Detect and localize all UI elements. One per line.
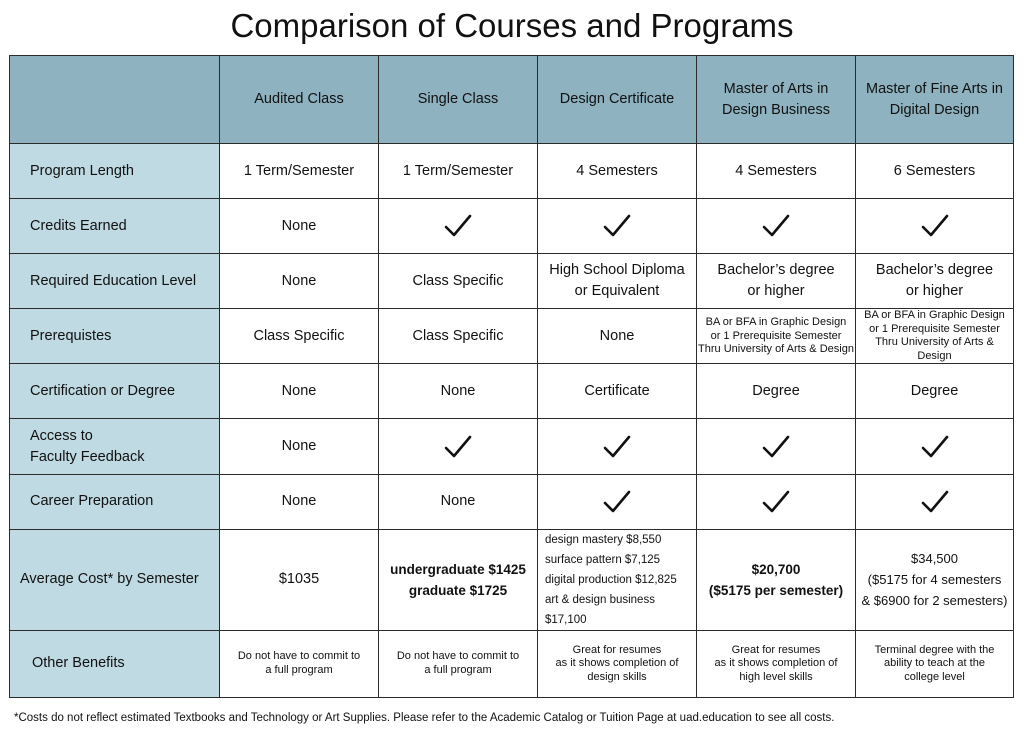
cell-text-line: high level skills <box>739 670 813 683</box>
cell-text-line: Do not have to commit to <box>396 650 520 663</box>
cell-text-line: Class Specific <box>412 327 504 344</box>
table-cell <box>220 254 379 309</box>
table-cell <box>220 474 379 529</box>
row-label <box>10 144 220 199</box>
cell-text-line: None <box>440 493 476 510</box>
table-cell <box>220 144 379 199</box>
checkmark-icon <box>920 489 950 515</box>
cell-text-line: undergraduate $1425 <box>390 561 526 577</box>
table-row-career-prep <box>10 474 1014 529</box>
row-label <box>10 419 220 474</box>
cell-text-line: college level <box>904 670 965 683</box>
table-cell <box>220 630 379 697</box>
checkmark-icon <box>443 434 473 460</box>
cell-text-line: art & design business $17,100 <box>545 593 655 626</box>
table-row-faculty-feedback <box>10 419 1014 474</box>
table-cell <box>220 364 379 419</box>
column-header <box>220 56 379 144</box>
cell-text-line: Class Specific <box>412 272 504 289</box>
table-cell <box>220 309 379 364</box>
table-cell <box>697 199 856 254</box>
cell-text-line: as it shows completion of <box>555 657 679 670</box>
table-row-average-cost <box>10 529 1014 630</box>
cell-text-line: & $6900 for 2 semesters) <box>861 593 1008 609</box>
table-cell <box>697 419 856 474</box>
cell-text-line: None <box>281 217 317 234</box>
cell-text-line: Audited Class <box>254 91 344 107</box>
cell-text-line: Other Benefits <box>32 655 125 672</box>
cell-text-line: Do not have to commit to <box>237 650 361 663</box>
cell-text-line: a full program <box>424 663 492 676</box>
row-label <box>10 199 220 254</box>
cell-text-line: Access to <box>30 427 93 444</box>
table-cell <box>538 254 697 309</box>
table-cell <box>856 144 1014 199</box>
checkmark-icon <box>761 489 791 515</box>
cell-text-line: Thru University of Arts & Design <box>875 336 994 362</box>
table-cell <box>697 309 856 364</box>
column-header <box>379 56 538 144</box>
table-cell <box>379 309 538 364</box>
table-cell <box>538 419 697 474</box>
cell-text-line: None <box>281 438 317 455</box>
cell-text-line: Bachelor’s degree <box>717 262 835 279</box>
table-cell <box>697 529 856 630</box>
table-cell <box>220 199 379 254</box>
cell-text-line: Degree <box>910 382 959 399</box>
table-cell <box>538 474 697 529</box>
table-cell <box>379 419 538 474</box>
table-cell <box>220 529 379 630</box>
cell-text-line: Prerequistes <box>30 327 112 344</box>
comparison-table <box>9 55 1014 698</box>
cell-text-line: None <box>599 327 635 344</box>
table-cell <box>856 254 1014 309</box>
table-cell <box>220 419 379 474</box>
table-row-credits-earned <box>10 199 1014 254</box>
cell-text-line: Career Preparation <box>30 493 154 510</box>
cell-text-line: Digital Design <box>889 101 980 118</box>
cell-text-line: High School Diploma <box>549 262 685 279</box>
column-header <box>538 56 697 144</box>
column-header <box>697 56 856 144</box>
cell-text-line: Design Business <box>722 101 830 118</box>
checkmark-icon <box>443 213 473 239</box>
table-cell <box>697 144 856 199</box>
table-cell <box>538 199 697 254</box>
cell-text-line: Great for resumes <box>572 643 662 656</box>
cell-text-line: Certification or Degree <box>30 382 176 399</box>
cell-text-line: graduate $1725 <box>408 582 508 598</box>
table-row-prerequisites <box>10 309 1014 364</box>
checkmark-icon <box>920 213 950 239</box>
table-cell <box>856 364 1014 419</box>
table-cell <box>538 364 697 419</box>
table-cell <box>856 309 1014 364</box>
checkmark-icon <box>920 434 950 460</box>
cell-text-line: Average Cost* by Semester <box>20 571 199 588</box>
cell-text-line: None <box>440 382 476 399</box>
cell-text-line: design mastery $8,550 <box>545 533 662 546</box>
cell-text-line: Required Education Level <box>30 272 197 289</box>
cell-text-line: ($5175 for 4 semesters <box>867 572 1002 588</box>
cell-text-line: BA or BFA in Graphic Design <box>864 309 1005 322</box>
cell-text-line: ($5175 per semester) <box>708 582 844 598</box>
cell-text-line: Thru University of Arts & Design <box>698 343 854 356</box>
table-cell <box>697 364 856 419</box>
row-label <box>10 254 220 309</box>
table-cell <box>856 199 1014 254</box>
cell-text-line: Program Length <box>30 162 134 179</box>
footnote: *Costs do not reflect estimated Textbooks and Technology or Art Supplies. Please refer to the Academic Catalog or Tuition Page at uad.education to see all costs. <box>14 712 835 724</box>
table-cell <box>379 144 538 199</box>
cell-text-line: digital production $12,825 <box>545 573 677 586</box>
cell-text-line: $20,700 <box>751 561 801 577</box>
cell-text-line: Faculty Feedback <box>30 448 145 465</box>
cell-text-line: 1 Term/Semester <box>402 162 514 179</box>
cell-text-line: Bachelor’s degree <box>875 262 994 279</box>
cell-text-line: Master of Arts in <box>723 80 829 97</box>
table-cell <box>856 529 1014 630</box>
table-cell <box>538 144 697 199</box>
table-cell <box>379 199 538 254</box>
column-header <box>856 56 1014 144</box>
table-row-other-benefits <box>10 630 1014 697</box>
table-cell <box>379 630 538 697</box>
cell-text-line: Great for resumes <box>731 643 821 656</box>
cell-text-line: 4 Semesters <box>735 162 817 179</box>
cell-text-line: Certificate <box>584 382 650 399</box>
table-cell <box>856 419 1014 474</box>
cell-text-line: Single Class <box>417 91 499 107</box>
table-cell <box>697 254 856 309</box>
table-row-required-education <box>10 254 1014 309</box>
table-cell <box>379 364 538 419</box>
checkmark-icon <box>761 213 791 239</box>
cell-text-line: or higher <box>905 283 964 300</box>
cell-text-line: Credits Earned <box>30 217 127 234</box>
table-cell <box>856 630 1014 697</box>
table-cell <box>538 529 697 630</box>
table-row-certification <box>10 364 1014 419</box>
checkmark-icon <box>602 489 632 515</box>
table-cell <box>697 474 856 529</box>
cell-text-line: 6 Semesters <box>893 162 976 179</box>
table-cell <box>379 474 538 529</box>
cell-text-line: or 1 Prerequisite Semester <box>869 322 1000 335</box>
cell-text-line: Master of Fine Arts in <box>866 80 1003 97</box>
cell-text-line: BA or BFA in Graphic Design <box>705 316 847 329</box>
cell-text-line: None <box>281 493 317 510</box>
table-cell <box>856 474 1014 529</box>
header-corner-cell <box>10 56 220 144</box>
cell-text-line: 4 Semesters <box>576 162 658 179</box>
page-title: Comparison of Courses and Programs <box>230 7 794 44</box>
cell-text-line: or higher <box>747 283 805 300</box>
cell-text-line: Degree <box>752 382 800 399</box>
cell-text-line: or 1 Prerequisite Semester <box>710 329 842 342</box>
cell-text-line: None <box>281 272 317 289</box>
cell-text-line: Class Specific <box>253 327 345 344</box>
row-label <box>10 630 220 697</box>
row-label <box>10 474 220 529</box>
table-cell <box>697 630 856 697</box>
cell-text-line: $34,500 <box>911 551 958 567</box>
table-cell <box>379 529 538 630</box>
table-row-program-length <box>10 144 1014 199</box>
cell-text-line: as it shows completion of <box>714 657 838 670</box>
cell-text-line: surface pattern $7,125 <box>545 553 661 566</box>
table-cell <box>379 254 538 309</box>
cell-text-line: Terminal degree with the <box>874 643 995 656</box>
cell-text-line: $1035 <box>278 571 320 588</box>
cell-text-line: ability to teach at the <box>884 657 985 670</box>
checkmark-icon <box>602 213 632 239</box>
cell-text-line: None <box>281 382 317 399</box>
cell-text-line: or Equivalent <box>574 283 660 300</box>
row-label <box>10 529 220 630</box>
cell-text-line: a full program <box>265 663 333 676</box>
row-label <box>10 364 220 419</box>
cell-text-line: Design Certificate <box>559 91 675 107</box>
header-row <box>10 56 1014 144</box>
checkmark-icon <box>602 434 632 460</box>
row-label <box>10 309 220 364</box>
table-cell <box>538 309 697 364</box>
cell-text-line: 1 Term/Semester <box>243 162 355 179</box>
cell-text-line: design skills <box>587 670 647 683</box>
checkmark-icon <box>761 434 791 460</box>
table-cell <box>538 630 697 697</box>
